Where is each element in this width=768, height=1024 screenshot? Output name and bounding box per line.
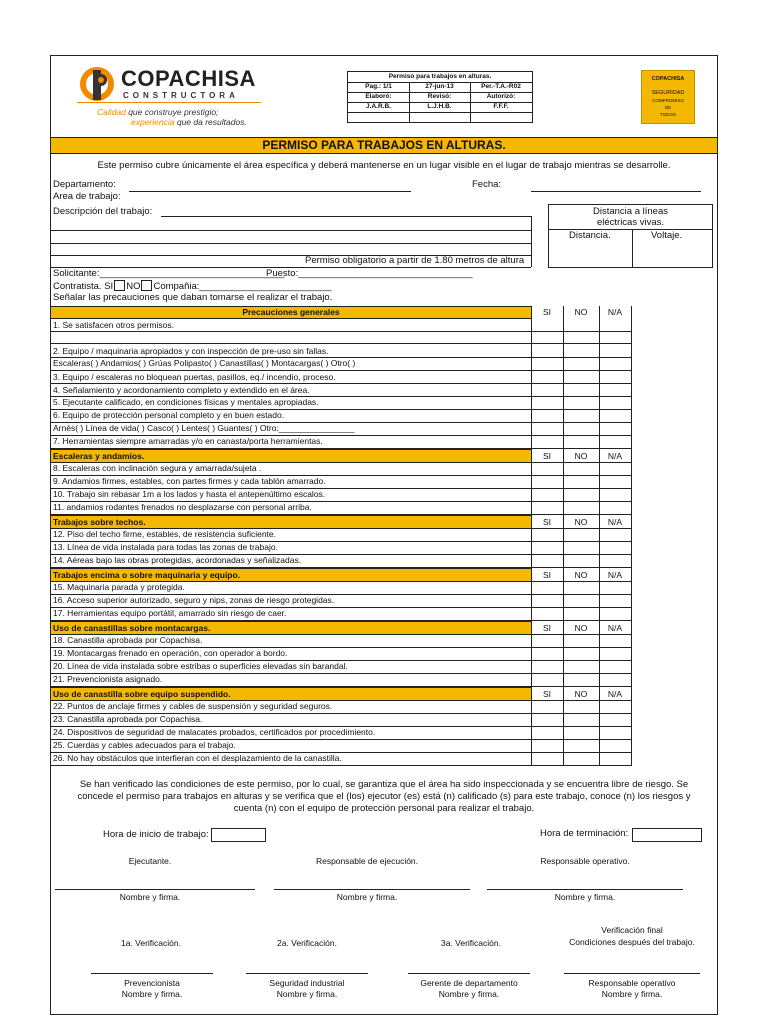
distancia-box: Distancia a líneas eléctricas vivas. Distancia. Voltaje. [548, 204, 713, 268]
safety-badge: COPACHISA SEGURIDAD COMPROMISO DE TODOS [641, 70, 695, 124]
puesto-field: Puesto:_________________________________ [266, 268, 473, 279]
senalar-label: Señalar las precauciones que daban tomarse el realizar el trabajo. [53, 292, 333, 303]
section-escaleras: Escaleras y andamios. [51, 449, 531, 463]
contratista-si-checkbox[interactable] [114, 280, 125, 291]
solicitante-field: Solicitante:___________________________________ [53, 268, 285, 279]
logo-mark-icon [77, 64, 117, 104]
signature-resp-op2[interactable] [564, 973, 700, 974]
signature-resp-operativo[interactable] [487, 889, 683, 890]
obligatorio-note: Permiso obligatorio a partir de 1.80 metros de altura [305, 255, 525, 266]
section-maquinaria: Trabajos encima o sobre maquinaria y equipo. [51, 568, 531, 582]
section-montacargas: Uso de canastillas sobre montacargas. [51, 621, 531, 635]
fecha-field[interactable] [531, 191, 701, 192]
hora-fin-input[interactable] [632, 828, 702, 842]
info-title: Permiso para trabajos en alturas. [388, 73, 492, 80]
area-label: Area de trabajo: [53, 191, 121, 202]
section-precauciones: Precauciones generales [51, 306, 531, 319]
closing-text-2: concede el permiso para trabajos en alturas y se verifica que el (los) ejecutor (es) está (n) calificado (s) para este trabajo, conoce (n) los riesgos y [77, 791, 691, 802]
permit-form: COPACHISA CONSTRUCTORA Calidad que construye prestigio; experiencia que da resultados. Permiso para trabajos en alturas. Pag.: 1/1 27-jun-13 Per.-T.A.-R02 Elaboró: Revisó: Autorizó: J.A.R.B. L.J.H.B. F.F.F. COPACHISA SEGURIDAD COMPROMISO DE TODOS PERMISO PARA TRABAJOS EN ALTURAS. Este permiso cubre únicamente el área específica y deberá mantenerse en un lugar visible en el lugar de trabajo mientras se desarrolle. Departamento: Fecha: Area de trabajo: Descripción del trabajo: Permiso obligatorio a partir de 1.80 metros de altura Distancia a líneas eléctricas vivas. Distancia. Voltaje. Solicitante:___________________________________ Puesto:_________________________________ Contratista. SI NO Compañia:_________________________ Señalar las precauciones que daban tomarse el realizar el trabajo. Precauciones generales SI NO N/A 1. Se satisfacen otros permisos. 2. Equipo / maquinaria apropiados y con inspección de pre-uso sin fallas. Escaleras( ) Andamios( ) Grúas Polipasto( ) Canastillas( ) Montacargas( ) Otro( ) 3. Equipo / escaleras no bloquean puertas, pasillos, eq./ incendio, proceso. 4. Señalamiento y acordonamiento completo y extendido en el área. 5. Ejecutante calificado, en condiciones físicas y mentales apropiadas. 6. Equipo de protección personal completo y en buen estado. Arnés( ) Línea de vida( ) Casco( ) Lentes( ) Guantes( ) Otro:________________ 7. Herramientas siempre amarradas y/o en canasta/porta herramientas. Escaleras y andamios. SI NO N/A 8. Escaleras con inclinación segura y amarrada/sujeta . 9. Andamios firmes, estables, con partes firmes y cada tablón amarrado. 10. Trabajo sin rebasar 1m a los lados y hasta el antepenúltimo escalos. 11. andamios rodantes frenados no desplazarse con personal arriba. Trabajos sobre techos. SI NO N/A 12. Piso del techo firme, estables, de resistencia suficiente. 13. Línea de vida instalada para todas las zonas de trabajo. 14. Aéreas bajo las obras protegidas, acordonadas y señalizadas. Trabajos encima o sobre maquinaria y equipo. SI NO N/A 15. Maquinaria parada y protegida. 16. Acceso superior autorizado, seguro y nips, zonas de riesgo protegidas. 17. Herramientas equipo portátil, amarrado sin riesgo de caer. Uso de canastillas sobre montacargas. SI NO N/A 18. Canastilla aprobada por Copachisa. 19. Montacargas frenado en operación, con operador a bordo. 20. Línea de vida instalada sobre estribas o superficies elevadas sin barandal. 21. Prevencionista asignado. Uso de canastilla sobre equipo suspendido. SI NO N/A 22. Puntos de anclaje firmes y cables de suspensión y seguridad seguros. 23. Canastilla aprobada por Copachisa. 24. Dispositivos de seguridad de malacates probados, certificados por procedimiento. 25. Cuerdas y cables adecuados para el trabajo. 26. No hay obstáculos que interfieran con el desplazamiento de la canastilla. Se han verificado las condiciones de este permiso, por lo cual, se garantiza que el área ha sido inspeccionada y se encuentra libre de riesgo. Se concede el permiso para trabajos en alturas y se verifica que el (los) ejecutor (es) está (n) calificado (s) para este trabajo, conoce (n) los riesgos y cuenta (n) con el equipo de protección personal para realizar el trabajo. Hora de inicio de trabajo: Hora de terminación: Ejecutante. Responsable de ejecución. Responsable operativo. Nombre y firma. Nombre y firma. Nombre y firma. 1a. Verificación. 2a. Verificación. 3a. Verificación. Verificación final Condiciones después del trabajo. Prevencionista Nombre y firma. Seguridad industrial Nombre y firma. Gerente de departamento Nombre y firma. Responsable operativo Nombre y firma. [50, 55, 718, 1015]
form-title-bar [51, 137, 717, 154]
contratista-no-checkbox[interactable] [141, 280, 152, 291]
fecha-label: Fecha: [472, 179, 502, 190]
tagline-1: Calidad que construye prestigio; [97, 107, 219, 117]
tagline-2: experiencia que da resultados. [131, 117, 247, 127]
descripcion-label: Descripción del trabajo: [53, 206, 153, 217]
form-title: PERMISO PARA TRABAJOS EN ALTURAS. [262, 138, 506, 152]
section-suspendido: Uso de canastilla sobre equipo suspendido. [51, 687, 531, 701]
closing-text-1: Se han verificado las condiciones de este permiso, por lo cual, se garantiza que el área ha sido inspeccionada y se encuentra libre de riesgo. Se [79, 779, 689, 790]
hora-inicio-input[interactable] [211, 828, 266, 842]
departamento-field[interactable] [129, 191, 411, 192]
intro-text: Este permiso cubre únicamente el área específica y deberá mantenerse en un lugar visible en el lugar de trabajo mientras se desarrolle. [97, 160, 671, 171]
hora-inicio-label: Hora de inicio de trabajo: [103, 829, 209, 840]
contratista-row: Contratista. SI NO Compañia:_________________________ [53, 281, 332, 292]
logo-brand: COPACHISA [121, 66, 256, 91]
document-info-box: Permiso para trabajos en alturas. Pag.: 1/1 27-jun-13 Per.-T.A.-R02 Elaboró: Revisó: Autorizó: J.A.R.B. L.J.H.B. F.F.F. [347, 71, 533, 123]
closing-text-3: cuenta (n) con el equipo de protección personal para realizar el trabajo. [233, 803, 535, 814]
signature-prevencionista[interactable] [91, 973, 213, 974]
company-logo [77, 64, 297, 128]
descripcion-field[interactable] [161, 216, 531, 217]
section-techos: Trabajos sobre techos. [51, 515, 531, 529]
signature-seguridad[interactable] [246, 973, 368, 974]
hora-fin-label: Hora de terminación: [540, 828, 629, 839]
signature-gerente[interactable] [408, 973, 530, 974]
logo-sub: CONSTRUCTORA [123, 91, 239, 100]
signature-resp-ejecucion[interactable] [274, 889, 470, 890]
departamento-label: Departamento: [53, 179, 116, 190]
signature-ejecutante[interactable] [55, 889, 255, 890]
